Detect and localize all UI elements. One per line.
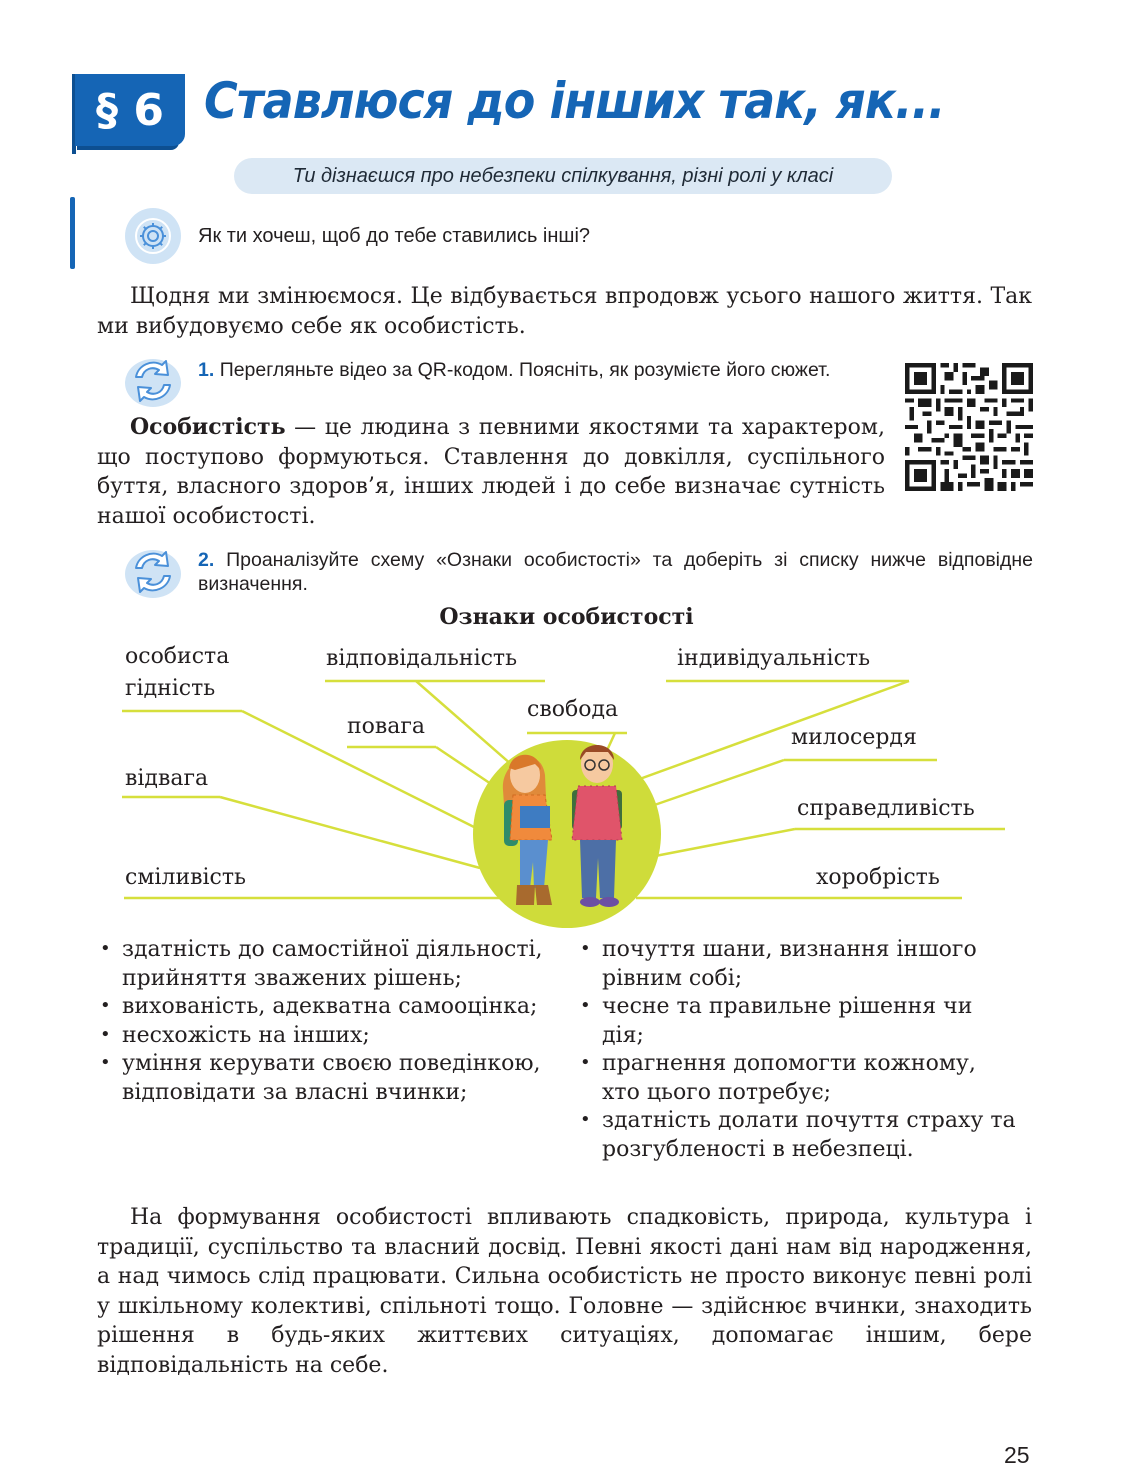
trait-courage: відвага — [125, 766, 209, 791]
task-2-number: 2. — [198, 549, 215, 571]
list-item: • прагнення допомогти кожному, хто цього потребує; — [578, 1050, 1018, 1107]
trait-mercy: милосердя — [791, 725, 917, 750]
definition-term: Особистість — [130, 414, 286, 440]
list-item: • здатність до самостійної діяльності, прийняття зважених рішень; — [98, 936, 560, 993]
qr-code[interactable] — [905, 363, 1033, 491]
list-item: • вихованість, адекватна самооцінка; — [98, 993, 560, 1022]
intro-paragraph: Щодня ми змінюємося. Це відбувається впродовж усього нашого життя. Так ми вибудовуємо себе як особистість. — [97, 284, 1032, 339]
definition-paragraph — [97, 413, 885, 531]
margin-rule — [70, 197, 75, 269]
trait-dignity-line1: особиста — [125, 644, 230, 669]
trait-boldness: сміливість — [125, 865, 246, 890]
definition-text: — це людина з певними якостями та характером, що поступово формуються. Ставлення до довкілля, суспільного буття, власного здоров’я, інших людей і до себе визначає сутність нашої особистості. — [97, 415, 885, 529]
subtitle-text: Ти дізнаєшся про небезпеки спілкування, різні ролі у класі — [292, 164, 834, 187]
trait-dignity-line2: гідність — [125, 676, 216, 701]
task-2 — [198, 548, 1033, 596]
trait-freedom: свобода — [527, 697, 619, 722]
lesson-subtitle — [234, 158, 892, 194]
gear-icon — [125, 208, 181, 264]
task-1-text: Перегляньте відео за QR-кодом. Поясніть, як розумієте його сюжет. — [219, 359, 831, 381]
closing-paragraph: На формування особистості впливають спадковість, природа, культура і традиції, суспільство та власний досвід. Певні якості дані нам від народження, а над чимось слід працювати. Сильна особистість не просто виконує певні ролі у шкільному колективі, спільноті тощо. Головне — здійснює вчинки, знаходить рішення в будь-яких життєвих ситуаціях, допомагає іншим, бере відповідальність на себе. — [97, 1205, 1032, 1378]
list-item: • чесне та правильне рішення чи дія; — [578, 993, 1018, 1050]
list-item: • почуття шани, визнання іншого рівним собі; — [578, 936, 1018, 993]
trait-bravery: хоробрість — [816, 865, 940, 890]
page-number: 25 — [1004, 1442, 1030, 1468]
list-item: • здатність долати почуття страху та розгубленості в небезпеці. — [578, 1107, 1018, 1164]
task-1 — [198, 358, 885, 382]
list-item: • уміння керувати своєю поведінкою, відповідати за власні вчинки; — [98, 1050, 560, 1107]
trait-respect: повага — [347, 714, 426, 739]
page-title: Ставлюся до інших так, як... — [204, 72, 945, 130]
recycle-icon — [122, 353, 184, 413]
trait-responsibility: відповідальність — [326, 646, 518, 671]
trait-individuality: індивідуальність — [677, 646, 871, 671]
diagram-center-circle — [473, 740, 661, 928]
intro-question: Як ти хочеш, щоб до тебе ставились інші? — [198, 225, 591, 247]
definitions-left — [98, 936, 560, 1107]
trait-justice: справедливість — [797, 796, 975, 821]
paragraph-badge: § 6 — [75, 74, 185, 146]
task-1-number: 1. — [198, 359, 215, 381]
definitions-right — [578, 936, 1018, 1164]
recycle-icon — [122, 544, 184, 604]
task-2-text: Проаналізуйте схему «Ознаки особистості» та доберіть зі списку нижче відповідне визначення. — [198, 549, 1034, 595]
list-item: • несхожість на інших; — [98, 1022, 560, 1051]
diagram-title: Ознаки особистості — [439, 604, 694, 630]
